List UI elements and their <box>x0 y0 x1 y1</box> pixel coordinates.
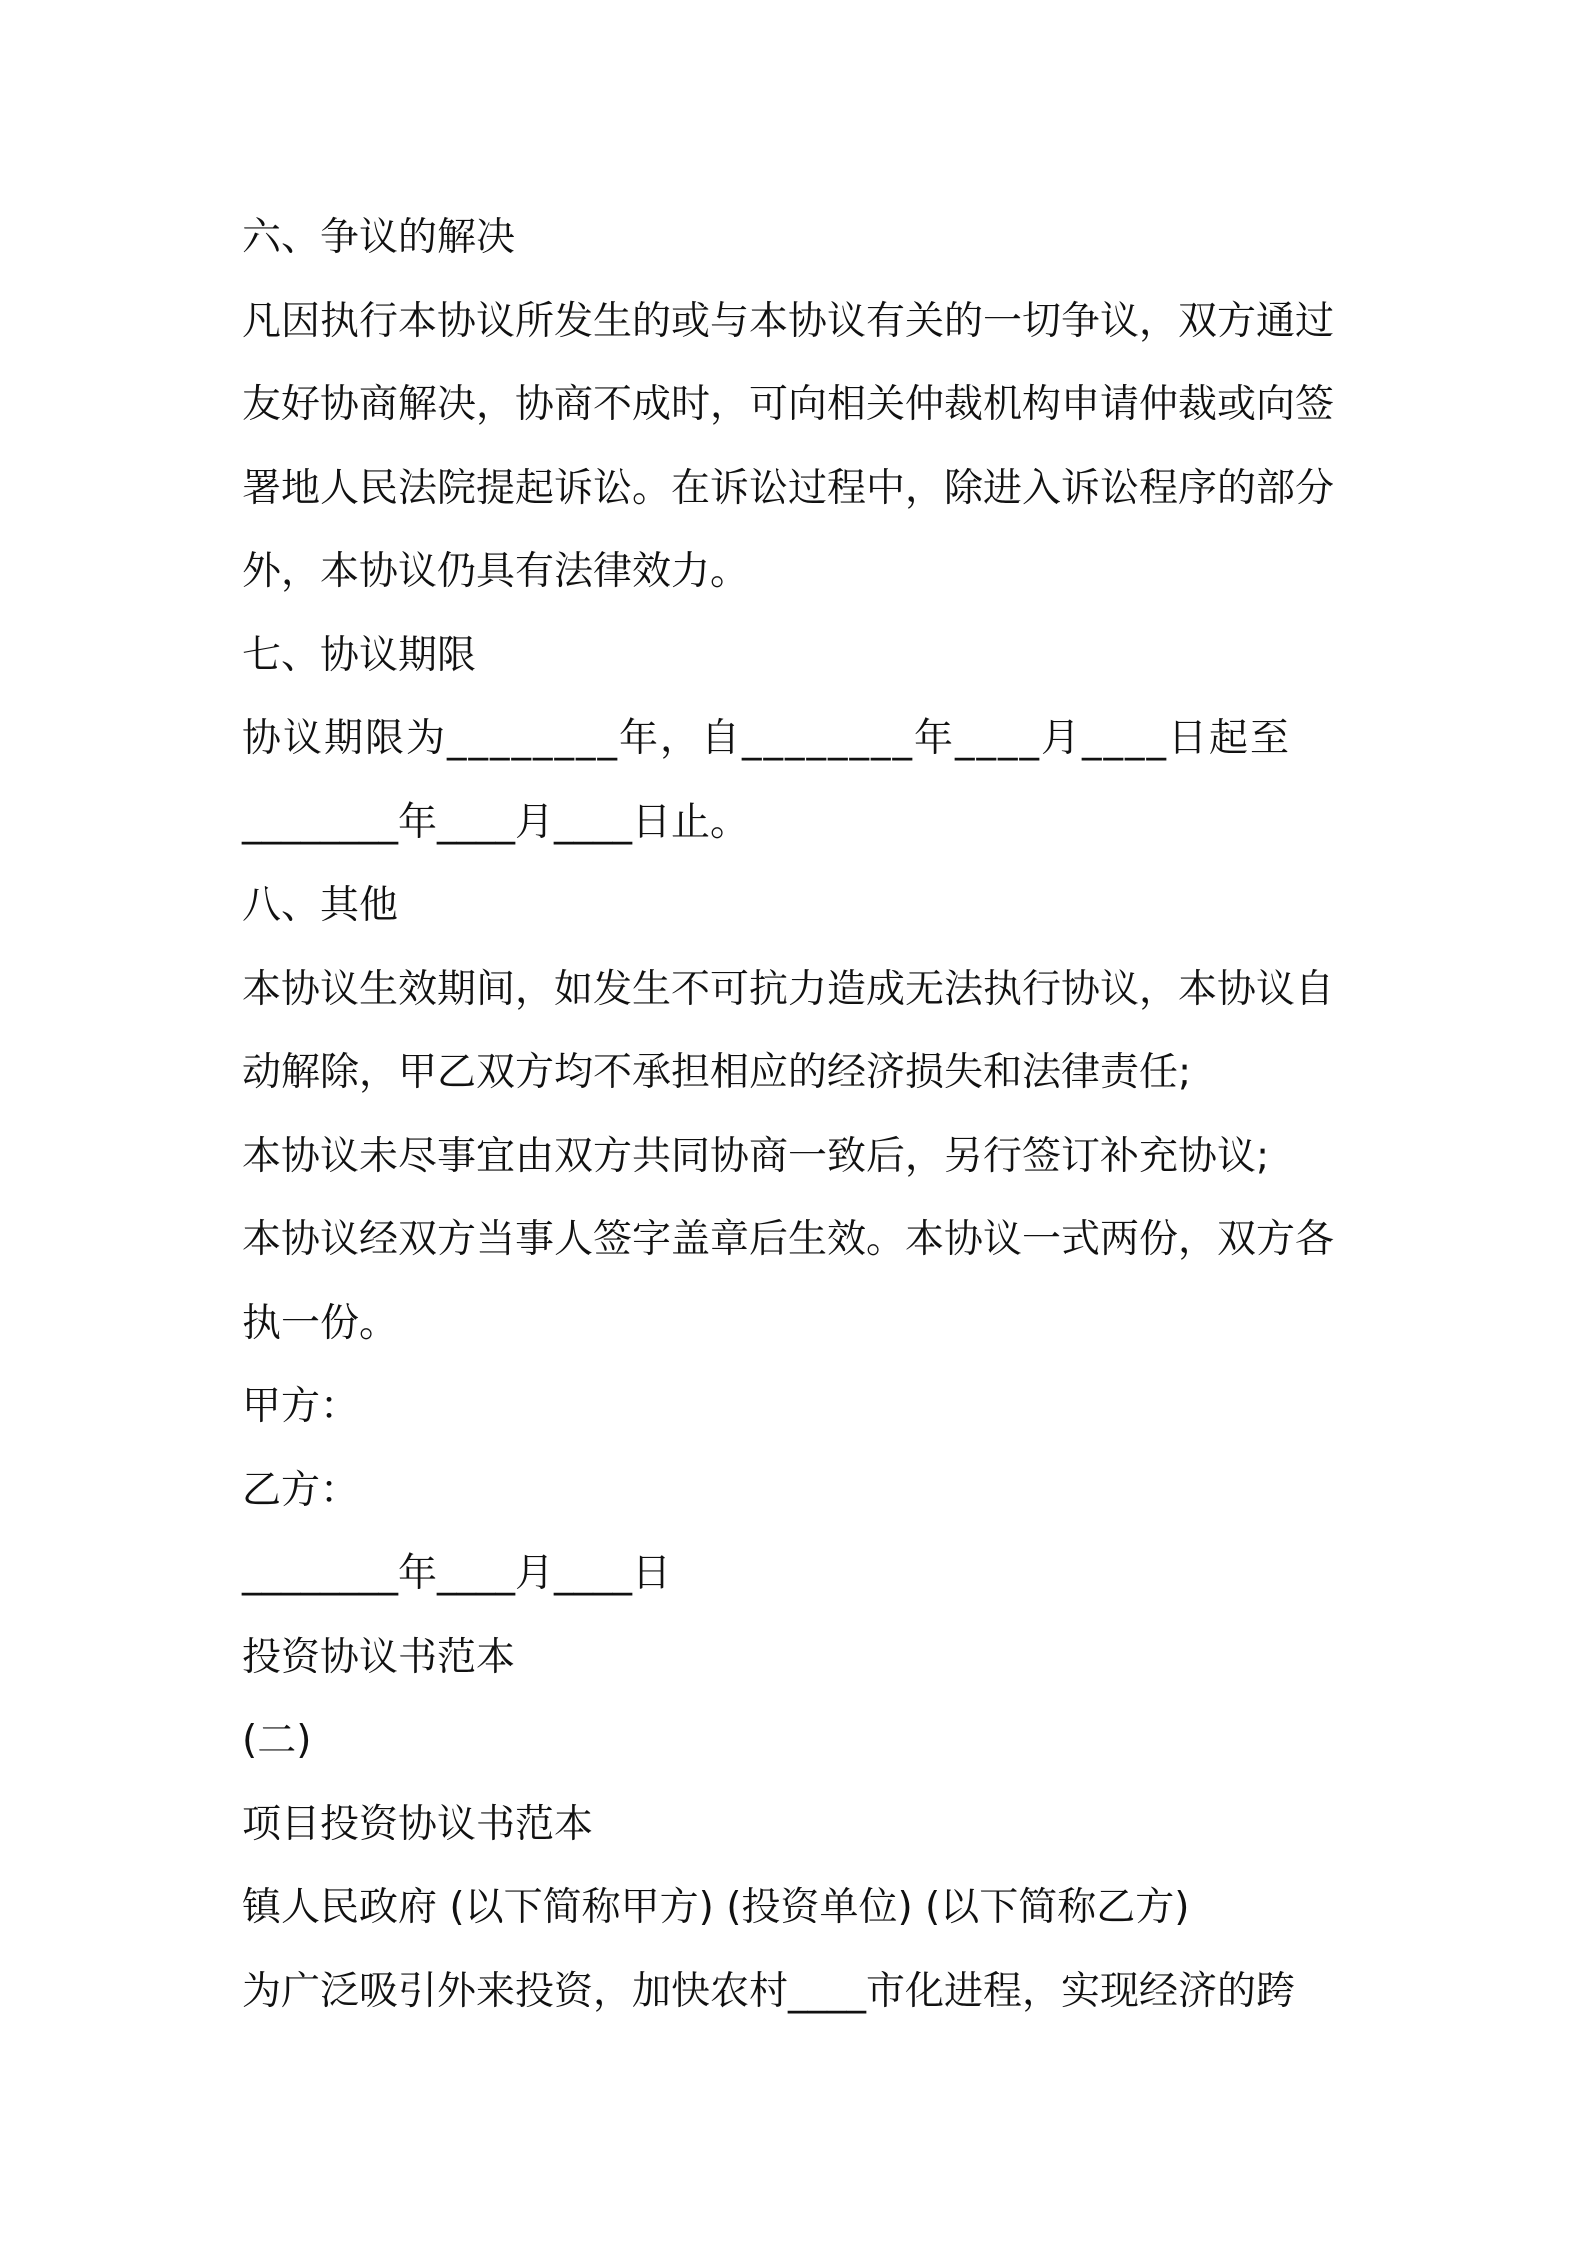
paragraph-line: 执一份。 <box>242 1300 399 1346</box>
section-heading-term: 七、协议期限 <box>242 632 477 678</box>
signature-party-a: 甲方： <box>242 1384 360 1429</box>
paragraph-line: 本协议未尽事宜由双方共同协商一致后，另行签订补充协议; <box>242 1133 1270 1179</box>
paragraph-line-term: 协议期限为________年，自________年____月____日起至 <box>242 716 1292 761</box>
paragraph-line: 友好协商解决，协商不成时，可向相关仲裁机构申请仲裁或向签 <box>242 382 1335 427</box>
section-heading-dispute: 六、争议的解决 <box>242 215 516 260</box>
signature-party-b: 乙方： <box>242 1467 360 1513</box>
next-document-subtitle: 项目投资协议书范本 <box>242 1801 594 1847</box>
next-document-parties: 镇人民政府 (以下简称甲方) (投资单位) (以下简称乙方) <box>242 1885 1190 1930</box>
signature-date: ________年____月____日 <box>242 1551 672 1596</box>
paragraph-line: 外，本协议仍具有法律效力。 <box>242 549 750 594</box>
paragraph-line: 本协议经双方当事人签字盖章后生效。本协议一式两份，双方各 <box>242 1217 1335 1262</box>
paragraph-line-term: ________年____月____日止。 <box>242 799 750 845</box>
next-document-title: 投资协议书范本 <box>242 1634 516 1680</box>
paragraph-line: 署地人民法院提起诉讼。在诉讼过程中，除进入诉讼程序的部分 <box>242 465 1335 511</box>
document-body <box>242 196 1362 2033</box>
next-document-number: (二) <box>242 1718 312 1763</box>
section-heading-other: 八、其他 <box>242 883 399 928</box>
paragraph-line: 动解除，甲乙双方均不承担相应的经济损失和法律责任; <box>242 1050 1192 1095</box>
next-document-intro: 为广泛吸引外来投资，加快农村____市化进程，实现经济的跨 <box>242 1968 1296 2014</box>
paragraph-line: 凡因执行本协议所发生的或与本协议有关的一切争议，双方通过 <box>242 298 1335 344</box>
paragraph-line: 本协议生效期间，如发生不可抗力造成无法执行协议，本协议自 <box>242 966 1335 1012</box>
